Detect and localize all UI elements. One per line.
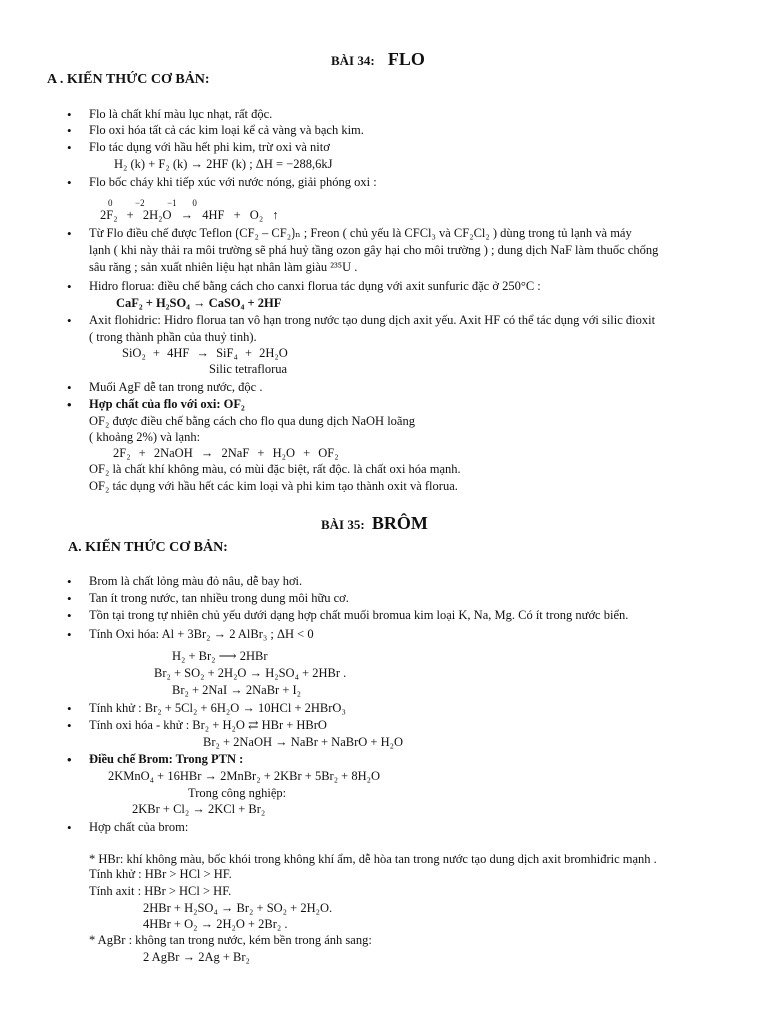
lesson-34-title (331, 49, 425, 70)
brom-item-1: • Brom là chất lỏng màu đỏ nâu, dễ bay hơi. (89, 574, 302, 589)
brom-item-3: • Tồn tại trong tự nhiên chủ yếu dưới dạng hợp chất muối bromua kim loại K, Na, Mg. Có ít trong nước biển. (89, 608, 628, 623)
flo-equation-naoh: 2F₂ + 2NaOH → 2NaF + H₂O + OF₂ (113, 446, 339, 460)
brom-equation-kmno4: 2KMnO₄ + 16HBr → 2MnBr₂ + 2KBr + 5Br₂ + 8H₂O (108, 769, 381, 783)
flo-item-axit-flohidric-2: ( trong thành phần của thuỷ tinh). (89, 330, 257, 344)
brom-equation-o2: 4HBr + O₂ → 2H₂O + 2Br₂ . (143, 917, 288, 931)
brom-item-tinh-axit: Tính axit : HBr > HCl > HF. (89, 884, 232, 898)
lesson-35-title-name: BRÔM (371, 513, 428, 533)
brom-equation-kbr: 2KBr + Cl₂ → 2KCl + Br₂ (132, 802, 266, 816)
flo-item-of2-heading: • Hợp chất của flo với oxi: OF₂ (89, 397, 245, 412)
brom-item-tinh-khu: Tính khử : HBr > HCl > HF. (89, 867, 232, 881)
lesson-34-section-heading (47, 72, 210, 88)
flo-item-of2-4: OF₂ tác dụng với hầu hết các kim loại và phi kim tạo thành oxit và florua. (89, 479, 458, 493)
lesson-35-title (321, 513, 428, 534)
flo-item-teflon-3: sâu răng ; sản xuất nhiên liệu hạt nhân làm giàu ²³⁵U . (89, 260, 358, 274)
brom-equation-agbr: 2 AgBr → 2Ag + Br₂ (143, 950, 250, 964)
flo-item-hidro-florua: • Hidro florua: điều chế bằng cách cho canxi florua tác dụng với axit sunfuric đặc ở 250°C : (89, 279, 541, 294)
brom-item-hbr: * HBr: khí không màu, bốc khói trong không khí ẩm, dễ hòa tan trong nước tạo dung dịch axit bromhiđric mạnh . (89, 852, 657, 866)
lesson-34-title-name: FLO (387, 49, 425, 69)
flo-equation-caf2: CaF₂ + H₂SO₄ → CaSO₄ + 2HF (116, 296, 282, 310)
flo-equation-h2-f2: H₂ (k) + F₂ (k) → 2HF (k) ; ΔH = −288,6kJ (114, 157, 333, 171)
flo-equation-water: 2F₂ + 2H₂O → 4HF + O₂ ↑ (100, 208, 279, 222)
brom-item-hop-chat: • Hợp chất của brom: (89, 820, 188, 835)
brom-equation-nai: Br₂ + 2NaI → 2NaBr + I₂ (172, 683, 302, 697)
brom-item-oxi-hoa-khu: • Tính oxi hóa - khử : Br₂ + H₂O ⇄ HBr + HBrO (89, 718, 327, 733)
flo-item-4: • Flo bốc cháy khi tiếp xúc với nước nóng, giải phóng oxi : (89, 175, 377, 190)
lesson-35-title-prefix: BÀI 35: (321, 517, 365, 532)
brom-equation-h2: H₂ + Br₂ ⟶ 2HBr (172, 649, 268, 663)
flo-item-axit-flohidric: • Axit flohidric: Hidro florua tan vô hạn trong nước tạo dung dịch axit yếu. Axit HF có thể tác dụng với silic đioxit (89, 313, 655, 328)
brom-equation-h2so4: 2HBr + H₂SO₄ → Br₂ + SO₂ + 2H₂O. (143, 901, 333, 915)
brom-equation-naoh: Br₂ + 2NaOH → NaBr + NaBrO + H₂O (203, 735, 403, 749)
flo-item-1: • Flo là chất khí màu lục nhạt, rất độc. (89, 107, 272, 122)
brom-equation-so2: Br₂ + SO₂ + 2H₂O → H₂SO₄ + 2HBr . (154, 666, 347, 680)
flo-equation-sio2: SiO₂ + 4HF → SiF₄ + 2H₂O (122, 346, 288, 360)
flo-item-teflon: • Từ Flo điều chế được Teflon ⟮CF₂ – CF₂⟯ₙ ; Freon ( chủ yếu là CFCl₃ và CF₂Cl₂ ) dùng trong tủ lạnh và máy (89, 226, 632, 241)
brom-item-oxi-hoa: • Tính Oxi hóa: Al + 3Br₂ → 2 AlBr₃ ; ΔH < 0 (89, 627, 314, 642)
flo-item-agf: • Muối AgF dễ tan trong nước, độc . (89, 380, 262, 395)
brom-label-cong-nghiep: Trong công nghiệp: (188, 786, 287, 800)
flo-item-of2-3: OF₂ là chất khí không màu, có mùi đặc biệt, rất độc. là chất oxi hóa mạnh. (89, 462, 461, 476)
flo-label-silic-tetraflorua: Silic tetraflorua (209, 362, 288, 376)
brom-item-dieu-che: • Điều chế Brom: Trong PTN : (89, 752, 243, 767)
flo-oxidation-states: 0 −2 −1 0 (108, 198, 197, 208)
brom-item-2: • Tan ít trong nước, tan nhiều trong dung môi hữu cơ. (89, 591, 349, 606)
brom-item-khu: • Tính khử : Br₂ + 5Cl₂ + 6H₂O → 10HCl + 2HBrO₃ (89, 701, 346, 716)
brom-item-agbr: * AgBr : không tan trong nước, kém bền trong ánh sang: (89, 933, 372, 947)
flo-item-of2-2: ( khoảng 2%) và lạnh: (89, 430, 201, 444)
flo-item-2: • Flo oxi hóa tất cả các kim loại kể cả vàng và bạch kim. (89, 123, 364, 138)
flo-item-3: • Flo tác dụng với hầu hết phi kim, trừ oxi và nitơ (89, 140, 330, 155)
lesson-35-section-heading (68, 540, 228, 556)
lesson-34-section-text: A . KIẾN THỨC CƠ BẢN: (47, 72, 210, 87)
flo-item-teflon-2: lạnh ( khi này thải ra môi trường sẽ phá huỷ tầng ozon gây hại cho môi trường ) ; dung dịch NaF làm thuốc chống (89, 243, 659, 257)
lesson-34-title-prefix: BÀI 34: (331, 53, 375, 68)
lesson-35-section-text: A. KIẾN THỨC CƠ BẢN: (68, 540, 228, 555)
flo-item-of2-1: OF₂ được điều chế bằng cách cho flo qua dung dịch NaOH loãng (89, 414, 415, 428)
